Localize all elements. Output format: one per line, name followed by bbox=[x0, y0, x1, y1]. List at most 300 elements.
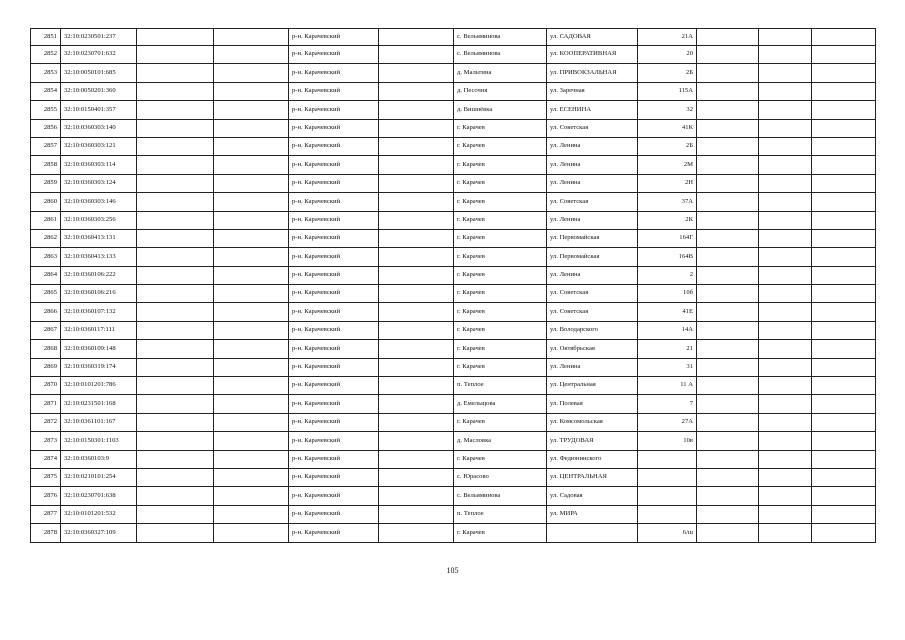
empty-cell bbox=[759, 46, 812, 64]
row-number-cell: 2853 bbox=[31, 64, 61, 82]
district-cell: р-н. Карачевский bbox=[289, 450, 379, 468]
empty-cell bbox=[214, 101, 289, 119]
empty-cell bbox=[759, 285, 812, 303]
empty-cell bbox=[697, 46, 759, 64]
house-number-cell: 10б bbox=[638, 285, 697, 303]
empty-cell bbox=[379, 340, 454, 358]
street-cell: ул. Первомайская bbox=[547, 248, 638, 266]
empty-cell bbox=[812, 358, 876, 376]
house-number-cell: 2Б bbox=[638, 64, 697, 82]
row-number-cell: 2867 bbox=[31, 321, 61, 339]
empty-cell bbox=[812, 211, 876, 229]
empty-cell bbox=[812, 432, 876, 450]
empty-cell bbox=[697, 82, 759, 100]
district-cell: р-н. Карачевский bbox=[289, 248, 379, 266]
empty-cell bbox=[214, 358, 289, 376]
empty-cell bbox=[137, 137, 214, 155]
empty-cell bbox=[137, 101, 214, 119]
district-cell: р-н. Карачевский bbox=[289, 29, 379, 46]
cadastral-number-cell: 32:10:0360103:9 bbox=[61, 450, 137, 468]
empty-cell bbox=[812, 29, 876, 46]
house-number-cell: 2К bbox=[638, 211, 697, 229]
district-cell: р-н. Карачевский bbox=[289, 487, 379, 505]
table-row bbox=[31, 82, 876, 100]
empty-cell bbox=[137, 358, 214, 376]
table-row bbox=[31, 340, 876, 358]
street-cell: ул. Советская bbox=[547, 193, 638, 211]
house-number-cell bbox=[638, 450, 697, 468]
table-row bbox=[31, 156, 876, 174]
row-number-cell: 2860 bbox=[31, 193, 61, 211]
locality-cell: г. Карачев bbox=[454, 321, 547, 339]
district-cell: р-н. Карачевский bbox=[289, 211, 379, 229]
street-cell: ул. Ленина bbox=[547, 358, 638, 376]
empty-cell bbox=[697, 119, 759, 137]
empty-cell bbox=[812, 193, 876, 211]
cadastral-number-cell: 32:10:0150301:1103 bbox=[61, 432, 137, 450]
street-cell: ул. МИРА bbox=[547, 505, 638, 523]
empty-cell bbox=[214, 285, 289, 303]
cadastral-number-cell: 32:10:0360106:216 bbox=[61, 285, 137, 303]
empty-cell bbox=[379, 505, 454, 523]
empty-cell bbox=[379, 266, 454, 284]
table-row bbox=[31, 137, 876, 155]
locality-cell: г. Карачев bbox=[454, 137, 547, 155]
locality-cell: д. Масловка bbox=[454, 432, 547, 450]
empty-cell bbox=[697, 174, 759, 192]
cadastral-number-cell: 32:10:0360303:256 bbox=[61, 211, 137, 229]
cadastral-number-cell: 32:10:0230701:632 bbox=[61, 46, 137, 64]
cadastral-number-cell: 32:10:0360319:174 bbox=[61, 358, 137, 376]
empty-cell bbox=[812, 174, 876, 192]
empty-cell bbox=[759, 413, 812, 431]
locality-cell: г. Карачев bbox=[454, 340, 547, 358]
empty-cell bbox=[379, 413, 454, 431]
empty-cell bbox=[697, 432, 759, 450]
district-cell: р-н. Карачевский bbox=[289, 358, 379, 376]
table-row bbox=[31, 119, 876, 137]
empty-cell bbox=[697, 487, 759, 505]
street-cell: ул. Федюнинского bbox=[547, 450, 638, 468]
locality-cell: г. Карачев bbox=[454, 266, 547, 284]
empty-cell bbox=[812, 303, 876, 321]
street-cell: ул. Ленина bbox=[547, 156, 638, 174]
cadastral-number-cell: 32:10:0230701:638 bbox=[61, 487, 137, 505]
cadastral-number-cell: 32:10:0050101:685 bbox=[61, 64, 137, 82]
empty-cell bbox=[697, 321, 759, 339]
empty-cell bbox=[697, 505, 759, 523]
row-number-cell: 2854 bbox=[31, 82, 61, 100]
house-number-cell: 6/ш bbox=[638, 524, 697, 542]
empty-cell bbox=[759, 321, 812, 339]
locality-cell: п. Теплое bbox=[454, 377, 547, 395]
district-cell: р-н. Карачевский bbox=[289, 101, 379, 119]
empty-cell bbox=[697, 468, 759, 486]
street-cell: ул. ЦЕНТРАЛЬНАЯ bbox=[547, 468, 638, 486]
empty-cell bbox=[379, 432, 454, 450]
street-cell: ул. Володарского bbox=[547, 321, 638, 339]
empty-cell bbox=[812, 340, 876, 358]
empty-cell bbox=[697, 303, 759, 321]
locality-cell: с. Вельяминова bbox=[454, 29, 547, 46]
cadastral-number-cell: 32:10:0360303:114 bbox=[61, 156, 137, 174]
empty-cell bbox=[379, 82, 454, 100]
locality-cell: г. Карачев bbox=[454, 450, 547, 468]
row-number-cell: 2875 bbox=[31, 468, 61, 486]
empty-cell bbox=[812, 377, 876, 395]
empty-cell bbox=[759, 505, 812, 523]
empty-cell bbox=[379, 193, 454, 211]
house-number-cell: 21 bbox=[638, 340, 697, 358]
table-row bbox=[31, 229, 876, 247]
locality-cell: г. Карачев bbox=[454, 285, 547, 303]
empty-cell bbox=[759, 211, 812, 229]
street-cell: ул. Комсомольская bbox=[547, 413, 638, 431]
empty-cell bbox=[137, 156, 214, 174]
row-number-cell: 2874 bbox=[31, 450, 61, 468]
empty-cell bbox=[697, 64, 759, 82]
empty-cell bbox=[379, 248, 454, 266]
empty-cell bbox=[214, 248, 289, 266]
house-number-cell: 37А bbox=[638, 193, 697, 211]
empty-cell bbox=[214, 303, 289, 321]
empty-cell bbox=[379, 524, 454, 542]
locality-cell: г. Карачев bbox=[454, 229, 547, 247]
empty-cell bbox=[379, 321, 454, 339]
table-row bbox=[31, 505, 876, 523]
empty-cell bbox=[759, 82, 812, 100]
street-cell: ул. Советская bbox=[547, 303, 638, 321]
row-number-cell: 2870 bbox=[31, 377, 61, 395]
empty-cell bbox=[214, 487, 289, 505]
empty-cell bbox=[697, 266, 759, 284]
empty-cell bbox=[137, 248, 214, 266]
empty-cell bbox=[759, 101, 812, 119]
empty-cell bbox=[137, 340, 214, 358]
empty-cell bbox=[759, 29, 812, 46]
cadastral-number-cell: 32:10:0101201:786 bbox=[61, 377, 137, 395]
empty-cell bbox=[137, 395, 214, 413]
house-number-cell: 20 bbox=[638, 46, 697, 64]
row-number-cell: 2877 bbox=[31, 505, 61, 523]
empty-cell bbox=[812, 450, 876, 468]
district-cell: р-н. Карачевский bbox=[289, 64, 379, 82]
empty-cell bbox=[812, 248, 876, 266]
row-number-cell: 2866 bbox=[31, 303, 61, 321]
empty-cell bbox=[214, 46, 289, 64]
house-number-cell: 21А bbox=[638, 29, 697, 46]
district-cell: р-н. Карачевский bbox=[289, 468, 379, 486]
empty-cell bbox=[812, 64, 876, 82]
empty-cell bbox=[812, 156, 876, 174]
row-number-cell: 2863 bbox=[31, 248, 61, 266]
cadastral-number-cell: 32:10:0360413:133 bbox=[61, 248, 137, 266]
table-row bbox=[31, 174, 876, 192]
cadastral-number-cell: 32:10:0360109:148 bbox=[61, 340, 137, 358]
table-row bbox=[31, 29, 876, 46]
empty-cell bbox=[379, 450, 454, 468]
street-cell: ул. ЕСЕНИНА bbox=[547, 101, 638, 119]
empty-cell bbox=[214, 119, 289, 137]
empty-cell bbox=[137, 468, 214, 486]
house-number-cell: 14А bbox=[638, 321, 697, 339]
house-number-cell: 2М bbox=[638, 156, 697, 174]
locality-cell: г. Карачев bbox=[454, 211, 547, 229]
district-cell: р-н. Карачевский bbox=[289, 266, 379, 284]
locality-cell: г. Карачев bbox=[454, 156, 547, 174]
empty-cell bbox=[379, 303, 454, 321]
house-number-cell: 32 bbox=[638, 101, 697, 119]
house-number-cell: 10в bbox=[638, 432, 697, 450]
empty-cell bbox=[214, 450, 289, 468]
empty-cell bbox=[812, 413, 876, 431]
locality-cell: г. Карачев bbox=[454, 174, 547, 192]
district-cell: р-н. Карачевский bbox=[289, 137, 379, 155]
empty-cell bbox=[137, 193, 214, 211]
empty-cell bbox=[379, 156, 454, 174]
empty-cell bbox=[759, 266, 812, 284]
house-number-cell bbox=[638, 505, 697, 523]
row-number-cell: 2876 bbox=[31, 487, 61, 505]
empty-cell bbox=[137, 505, 214, 523]
table-row bbox=[31, 377, 876, 395]
empty-cell bbox=[214, 29, 289, 46]
empty-cell bbox=[759, 395, 812, 413]
table-row bbox=[31, 468, 876, 486]
empty-cell bbox=[759, 487, 812, 505]
table-row bbox=[31, 395, 876, 413]
empty-cell bbox=[379, 64, 454, 82]
empty-cell bbox=[137, 413, 214, 431]
locality-cell: с. Вельяминова bbox=[454, 487, 547, 505]
cadastral-number-cell: 32:10:0360327:109 bbox=[61, 524, 137, 542]
row-number-cell: 2878 bbox=[31, 524, 61, 542]
empty-cell bbox=[759, 377, 812, 395]
empty-cell bbox=[812, 101, 876, 119]
empty-cell bbox=[697, 193, 759, 211]
house-number-cell bbox=[638, 468, 697, 486]
house-number-cell: 2Б bbox=[638, 137, 697, 155]
empty-cell bbox=[214, 137, 289, 155]
house-number-cell: 115А bbox=[638, 82, 697, 100]
street-cell bbox=[547, 524, 638, 542]
empty-cell bbox=[137, 524, 214, 542]
house-number-cell: 164В bbox=[638, 248, 697, 266]
row-number-cell: 2862 bbox=[31, 229, 61, 247]
district-cell: р-н. Карачевский bbox=[289, 505, 379, 523]
empty-cell bbox=[214, 211, 289, 229]
empty-cell bbox=[214, 229, 289, 247]
empty-cell bbox=[214, 340, 289, 358]
locality-cell: г. Карачев bbox=[454, 193, 547, 211]
empty-cell bbox=[379, 137, 454, 155]
table-row bbox=[31, 413, 876, 431]
empty-cell bbox=[379, 174, 454, 192]
empty-cell bbox=[137, 432, 214, 450]
row-number-cell: 2851 bbox=[31, 29, 61, 46]
empty-cell bbox=[759, 64, 812, 82]
street-cell: ул. Ленина bbox=[547, 211, 638, 229]
house-number-cell: 27А bbox=[638, 413, 697, 431]
empty-cell bbox=[759, 137, 812, 155]
empty-cell bbox=[137, 82, 214, 100]
table-row bbox=[31, 303, 876, 321]
empty-cell bbox=[812, 229, 876, 247]
locality-cell: д. Мальтина bbox=[454, 64, 547, 82]
table-row bbox=[31, 46, 876, 64]
cadastral-number-cell: 32:10:0231501:168 bbox=[61, 395, 137, 413]
empty-cell bbox=[137, 321, 214, 339]
house-number-cell: 41К bbox=[638, 119, 697, 137]
cadastral-number-cell: 32:10:0360106:222 bbox=[61, 266, 137, 284]
cadastral-number-cell: 32:10:0360303:140 bbox=[61, 119, 137, 137]
empty-cell bbox=[812, 395, 876, 413]
empty-cell bbox=[214, 266, 289, 284]
empty-cell bbox=[137, 29, 214, 46]
house-number-cell: 164Г bbox=[638, 229, 697, 247]
district-cell: р-н. Карачевский bbox=[289, 156, 379, 174]
row-number-cell: 2852 bbox=[31, 46, 61, 64]
empty-cell bbox=[137, 303, 214, 321]
empty-cell bbox=[697, 29, 759, 46]
locality-cell: г. Карачев bbox=[454, 303, 547, 321]
cadastral-number-cell: 32:10:0360117:111 bbox=[61, 321, 137, 339]
street-cell: ул. ПРИВОКЗАЛЬНАЯ bbox=[547, 64, 638, 82]
empty-cell bbox=[379, 395, 454, 413]
empty-cell bbox=[137, 450, 214, 468]
table-row bbox=[31, 321, 876, 339]
empty-cell bbox=[214, 321, 289, 339]
row-number-cell: 2872 bbox=[31, 413, 61, 431]
district-cell: р-н. Карачевский bbox=[289, 46, 379, 64]
row-number-cell: 2856 bbox=[31, 119, 61, 137]
locality-cell: д. Емельщова bbox=[454, 395, 547, 413]
empty-cell bbox=[137, 285, 214, 303]
empty-cell bbox=[137, 266, 214, 284]
house-number-cell: 2Н bbox=[638, 174, 697, 192]
street-cell: ул. Октябрьская bbox=[547, 340, 638, 358]
empty-cell bbox=[697, 285, 759, 303]
table-row bbox=[31, 487, 876, 505]
street-cell: ул. Ленина bbox=[547, 174, 638, 192]
house-number-cell bbox=[638, 487, 697, 505]
empty-cell bbox=[812, 285, 876, 303]
empty-cell bbox=[214, 377, 289, 395]
district-cell: р-н. Карачевский bbox=[289, 174, 379, 192]
empty-cell bbox=[379, 46, 454, 64]
empty-cell bbox=[379, 487, 454, 505]
locality-cell: г. Карачев bbox=[454, 358, 547, 376]
empty-cell bbox=[812, 487, 876, 505]
street-cell: ул. Советская bbox=[547, 119, 638, 137]
empty-cell bbox=[137, 46, 214, 64]
house-number-cell: 11 А bbox=[638, 377, 697, 395]
street-cell: ул. Заречная bbox=[547, 82, 638, 100]
cadastral-number-cell: 32:10:0150401:357 bbox=[61, 101, 137, 119]
empty-cell bbox=[379, 377, 454, 395]
cadastral-number-cell: 32:10:0361101:167 bbox=[61, 413, 137, 431]
empty-cell bbox=[697, 156, 759, 174]
cadastral-number-cell: 32:10:0050201:360 bbox=[61, 82, 137, 100]
district-cell: р-н. Карачевский bbox=[289, 395, 379, 413]
empty-cell bbox=[759, 119, 812, 137]
empty-cell bbox=[214, 468, 289, 486]
district-cell: р-н. Карачевский bbox=[289, 321, 379, 339]
district-cell: р-н. Карачевский bbox=[289, 340, 379, 358]
cadastral-number-cell: 32:10:0360303:146 bbox=[61, 193, 137, 211]
table-row bbox=[31, 193, 876, 211]
empty-cell bbox=[759, 450, 812, 468]
empty-cell bbox=[697, 211, 759, 229]
district-cell: р-н. Карачевский bbox=[289, 524, 379, 542]
street-cell: ул. Ленина bbox=[547, 137, 638, 155]
street-cell: ул. Полевая bbox=[547, 395, 638, 413]
empty-cell bbox=[379, 101, 454, 119]
locality-cell: д. Вишнёвка bbox=[454, 101, 547, 119]
empty-cell bbox=[812, 266, 876, 284]
district-cell: р-н. Карачевский bbox=[289, 377, 379, 395]
cadastral-number-cell: 32:10:0101201:532 bbox=[61, 505, 137, 523]
empty-cell bbox=[379, 119, 454, 137]
empty-cell bbox=[759, 156, 812, 174]
empty-cell bbox=[137, 64, 214, 82]
row-number-cell: 2869 bbox=[31, 358, 61, 376]
house-number-cell: 2 bbox=[638, 266, 697, 284]
empty-cell bbox=[214, 174, 289, 192]
empty-cell bbox=[137, 211, 214, 229]
row-number-cell: 2855 bbox=[31, 101, 61, 119]
empty-cell bbox=[759, 524, 812, 542]
house-number-cell: 41Е bbox=[638, 303, 697, 321]
empty-cell bbox=[137, 174, 214, 192]
empty-cell bbox=[759, 193, 812, 211]
cadastral-number-cell: 32:10:0360303:124 bbox=[61, 174, 137, 192]
table-row bbox=[31, 248, 876, 266]
empty-cell bbox=[812, 119, 876, 137]
empty-cell bbox=[759, 358, 812, 376]
locality-cell: д. Песочня bbox=[454, 82, 547, 100]
empty-cell bbox=[697, 248, 759, 266]
district-cell: р-н. Карачевский bbox=[289, 432, 379, 450]
property-register-table bbox=[30, 28, 876, 543]
empty-cell bbox=[697, 377, 759, 395]
street-cell: ул. Садовая bbox=[547, 487, 638, 505]
cadastral-number-cell: 32:10:0360303:121 bbox=[61, 137, 137, 155]
empty-cell bbox=[759, 248, 812, 266]
empty-cell bbox=[214, 395, 289, 413]
row-number-cell: 2873 bbox=[31, 432, 61, 450]
street-cell: ул. САДОВАЯ bbox=[547, 29, 638, 46]
locality-cell: г. Карачев bbox=[454, 119, 547, 137]
empty-cell bbox=[214, 413, 289, 431]
locality-cell: п. Теплое bbox=[454, 505, 547, 523]
empty-cell bbox=[379, 29, 454, 46]
street-cell: ул. КООПЕРАТИВНАЯ bbox=[547, 46, 638, 64]
empty-cell bbox=[812, 505, 876, 523]
street-cell: ул. Советская bbox=[547, 285, 638, 303]
empty-cell bbox=[697, 450, 759, 468]
empty-cell bbox=[137, 377, 214, 395]
row-number-cell: 2859 bbox=[31, 174, 61, 192]
empty-cell bbox=[379, 211, 454, 229]
table-row bbox=[31, 101, 876, 119]
empty-cell bbox=[759, 468, 812, 486]
empty-cell bbox=[214, 505, 289, 523]
street-cell: ул. Центральная bbox=[547, 377, 638, 395]
empty-cell bbox=[697, 395, 759, 413]
house-number-cell: 7 bbox=[638, 395, 697, 413]
district-cell: р-н. Карачевский bbox=[289, 82, 379, 100]
